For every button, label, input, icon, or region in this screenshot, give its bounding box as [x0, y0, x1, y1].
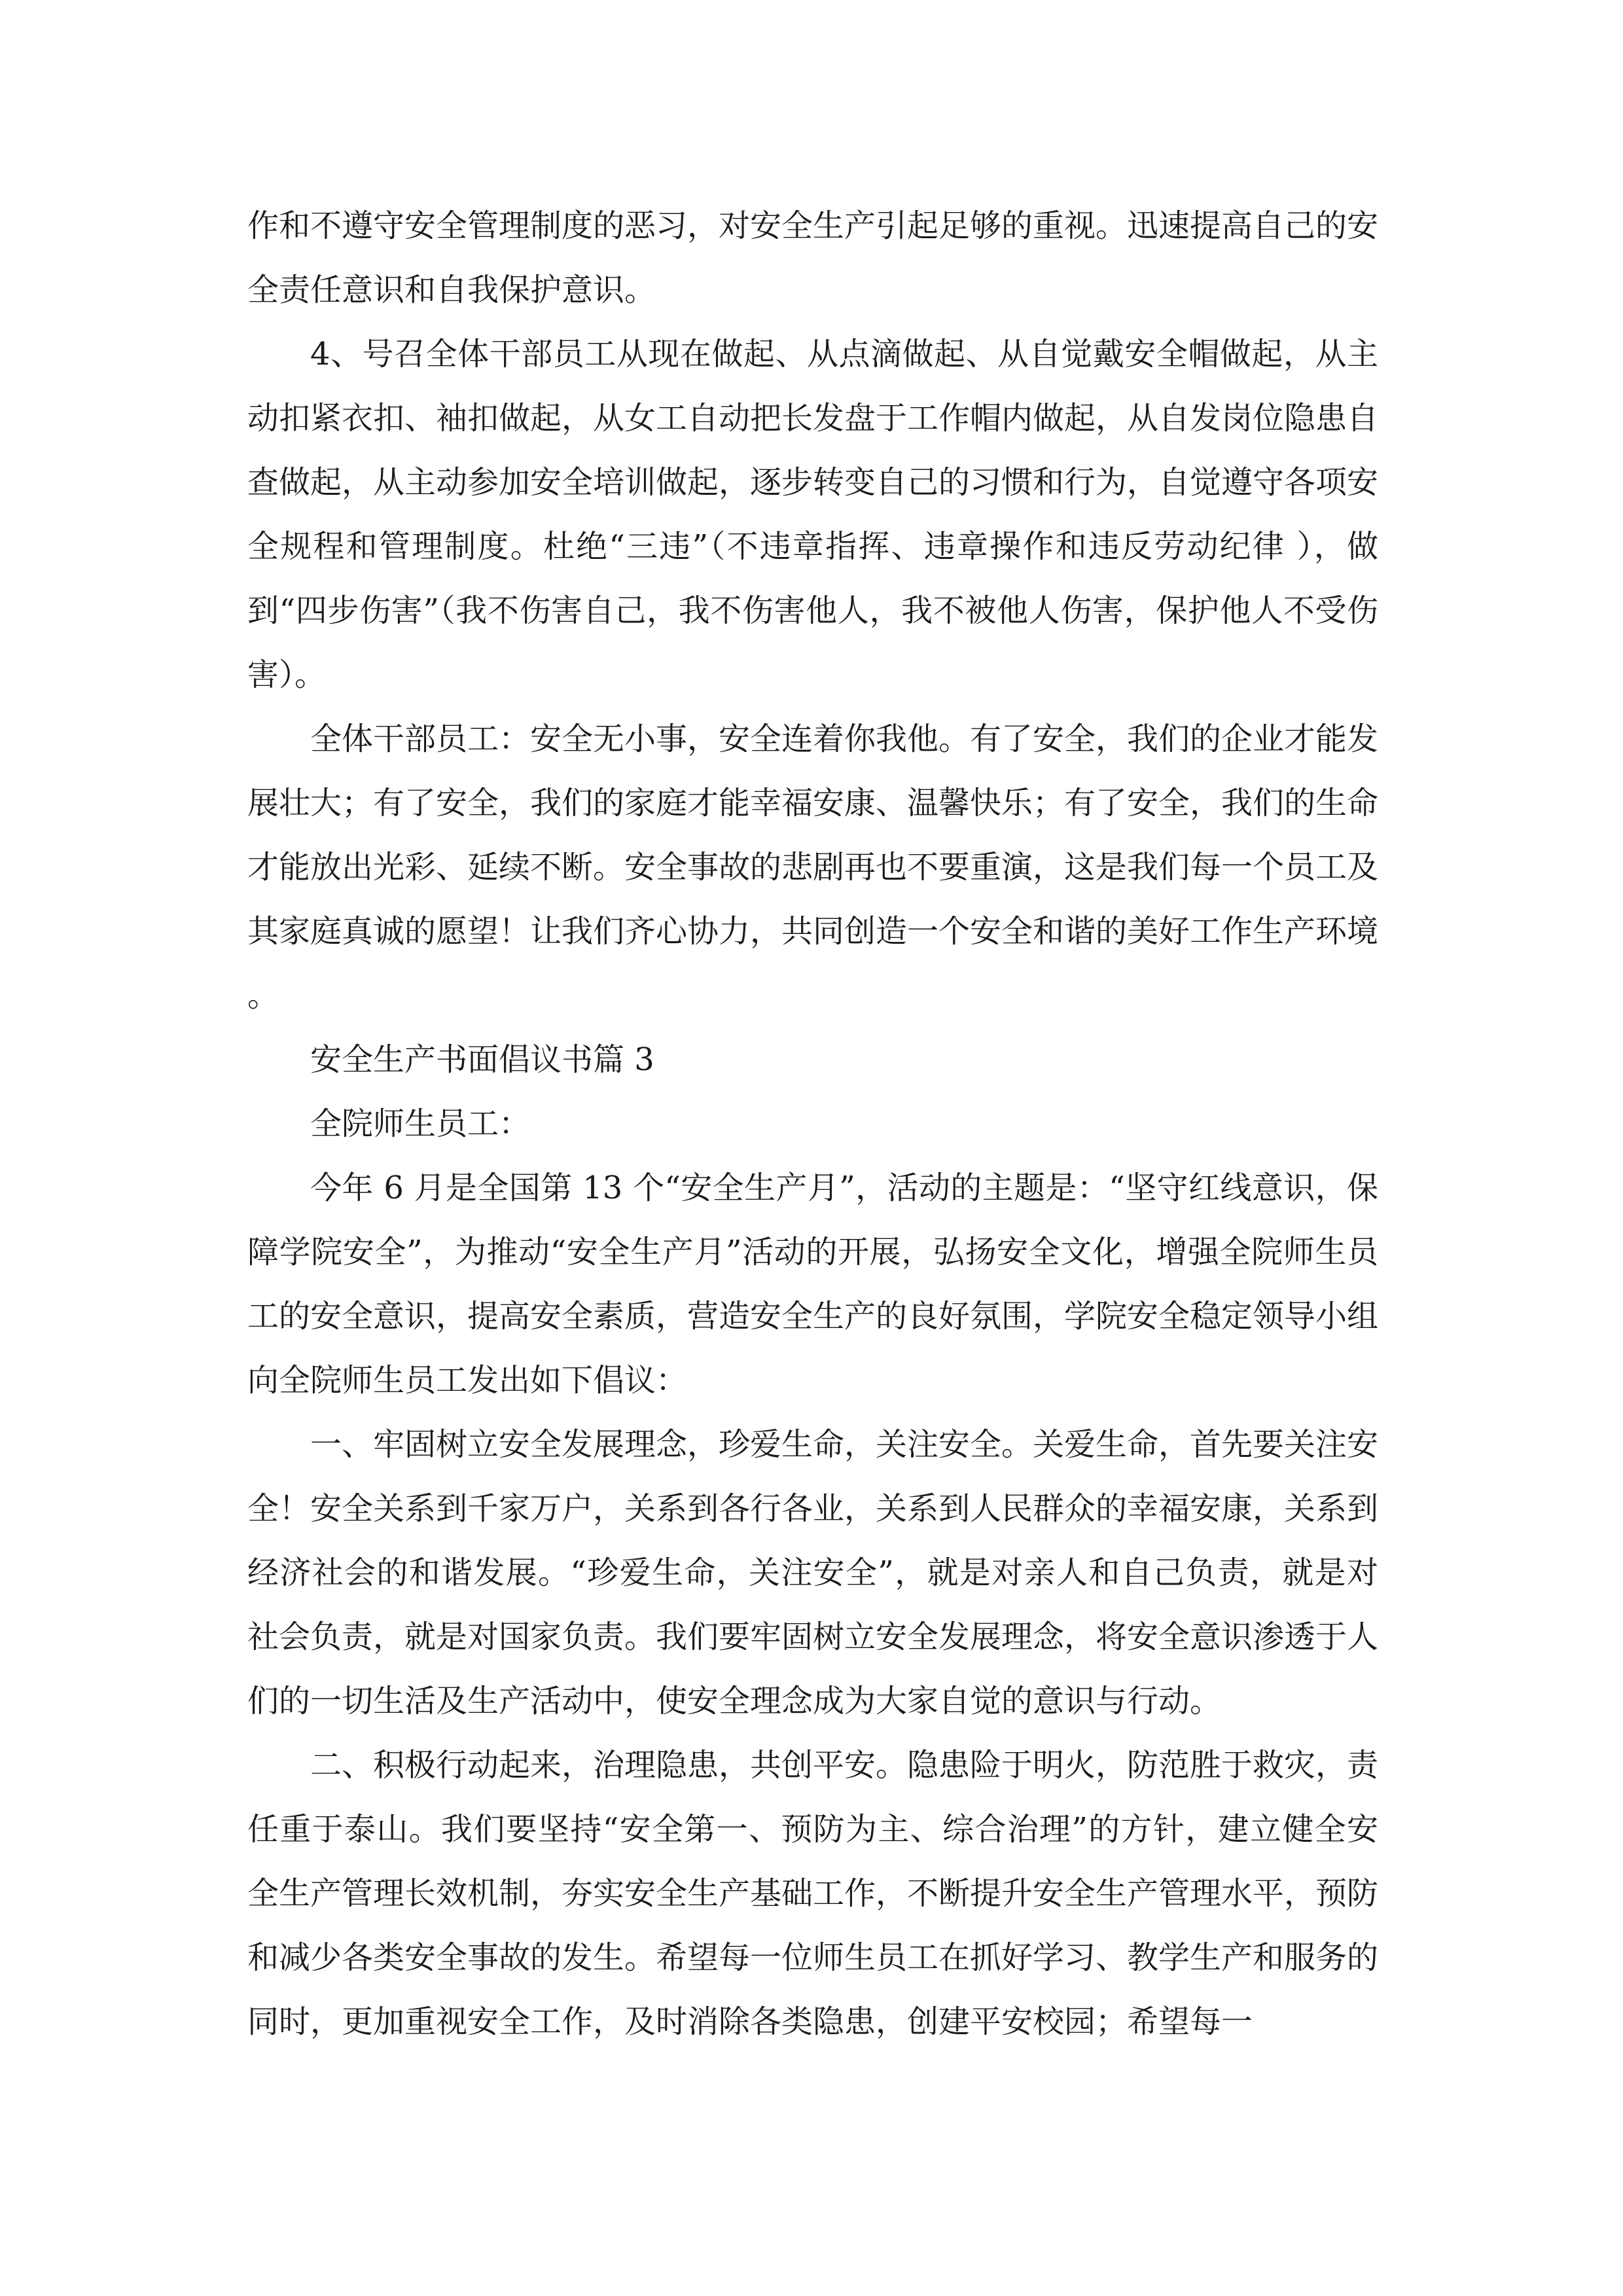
document-body: [247, 194, 1378, 2054]
paragraph-point-2: 二、积极行动起来，治理隐患，共创平安。隐患险于明火，防范胜于救灾，责任重于泰山。我们要坚持“安全第一、预防为主、综合治理”的方针，建立健全安全生产管理长效机制，夯实安全生产基础工作，不断提升安全生产管理水平，预防和减少各类安全事故的发生。希望每一位师生员工在抓好学习、教学生产和服务的同时，更加重视安全工作，及时消除各类隐患，创建平安校园；希望每一: [247, 1747, 1379, 2040]
section-heading: 安全生产书面倡议书篇 3: [310, 1041, 654, 1078]
paragraph-closing-appeal: 全体干部员工：安全无小事，安全连着你我他。有了安全，我们的企业才能发展壮大；有了安全，我们的家庭才能幸福安康、温馨快乐；有了安全，我们的生命才能放出光彩、延续不断。安全事故的悲剧再也不要重演，这是我们每一个员工及其家庭真诚的愿望！让我们齐心协力，共同创造一个安全和谐的美好工作生产环境 。: [247, 721, 1379, 1014]
paragraph-item-4: 4、号召全体干部员工从现在做起、从点滴做起、从自觉戴安全帽做起，从主动扣紧衣扣、袖扣做起，从女工自动把长发盘于工作帽内做起，从自发岗位隐患自查做起，从主动参加安全培训做起，逐步转变自己的习惯和行为，自觉遵守各项安全规程和管理制度。杜绝“三违”（不违章指挥、违章操作和违反劳动纪律 ），做到“四步伤害”（我不伤害自己，我不伤害他人，我不被他人伤害，保护他人不受伤害）。: [247, 336, 1379, 693]
paragraph-intro: 今年 6 月是全国第 13 个“安全生产月”，活动的主题是：“坚守红线意识，保障学院安全”，为推动“安全生产月”活动的开展，弘扬安全文化，增强全院师生员工的安全意识，提高安全素质，营造安全生产的良好氛围，学院安全稳定领导小组向全院师生员工发出如下倡议：: [247, 1170, 1379, 1399]
salutation: 全院师生员工：: [310, 1105, 531, 1142]
paragraph-point-1: 一、牢固树立安全发展理念，珍爱生命，关注安全。关爱生命，首先要关注安全！安全关系到千家万户，关系到各行各业，关系到人民群众的幸福安康，关系到经济社会的和谐发展。“珍爱生命，关注安全”，就是对亲人和自己负责，就是对社会负责，就是对国家负责。我们要牢固树立安全发展理念，将安全意识渗透于人们的一切生活及生产活动中，使安全理念成为大家自觉的意识与行动。: [247, 1426, 1379, 1719]
paragraph-continuation: 作和不遵守安全管理制度的恶习，对安全生产引起足够的重视。迅速提高自己的安全责任意识和自我保护意识。: [247, 207, 1379, 308]
